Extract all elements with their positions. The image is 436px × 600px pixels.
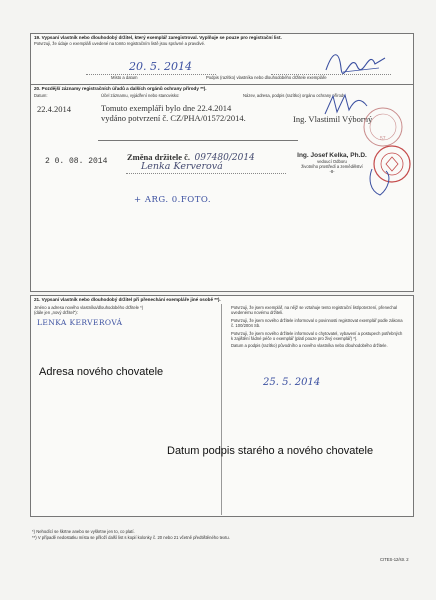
declaration-3: Potvrzuji, že jsem nového držitele informoval o chytovatel, vybavení a postupech potřebných k zajištění řádné péče o exemplář (platí pouze pro živý exemplář) *). xyxy=(231,330,403,342)
new-holder-label-1: Jméno a adresa nového vlastníka/dlouhodobého držitele *) xyxy=(34,305,144,310)
section-19 xyxy=(30,33,414,85)
entry1-line1: Tomuto exempláři bylo dne 22.4.2014 xyxy=(101,103,232,113)
section-20 xyxy=(30,84,414,292)
new-holder-label-2: (dále jen „nový držitel"): xyxy=(34,310,78,315)
entry2-stamp-number: -8- xyxy=(329,169,335,174)
signature-1 xyxy=(321,46,391,78)
section-21 xyxy=(30,295,414,517)
annotation-new-holder-address: Adresa nového chovatele xyxy=(39,366,164,378)
section-21-divider xyxy=(221,304,222,515)
column-date-header: Datum: xyxy=(34,93,48,98)
section-21-title: 21. Vypsaní vlastník nebo dlouhodobý držitel při přenechání exempláře jiné osobě **). xyxy=(34,297,221,302)
entry1-date: 22.4.2014 xyxy=(37,104,71,114)
entry2-official-role1: vedoucí Odboru xyxy=(317,159,347,164)
change-of-holder-number: 097480/2014 xyxy=(194,153,255,163)
entry3-handwritten-note: + ARG. 0.FOTO. xyxy=(134,195,212,205)
section-19-title: 19. Vypsaní vlastník nebo dlouhodobý držitel, který exemplář zaregistroval. Vyplňuje se pouze pro registrační list. xyxy=(34,35,282,40)
signature-3 xyxy=(366,165,396,199)
column-name-header: Název, adresa, podpis (razítko) orgánu ochrany přírody xyxy=(243,93,346,98)
footnote-2: **) V případě nedostatku místa se přiloží další list s kopií kolonky č. 20 nebo 21 včetně předtištěného textu. xyxy=(32,535,230,540)
entry1-official: Ing. Vlastimil Výborný xyxy=(293,114,373,124)
section-21-date-handwritten: 25. 5. 2014 xyxy=(263,377,321,388)
entry1-line2: vydáno potvrzení č. CZ/PHA/01572/2014. xyxy=(101,113,246,123)
column-purpose-header: Účel záznamu, vyjádření nebo stanovisko: xyxy=(101,93,180,98)
new-holder-handwritten: LENKA KERVEROVÁ xyxy=(37,318,123,327)
declaration-4: Datum a podpis (razítko) původního a nového vlastníka nebo dlouhodobého držitele. xyxy=(231,343,388,349)
signature-label: Podpis (razítko) vlastníka nebo dlouhodobého držitele exempláře xyxy=(206,75,327,80)
change-of-holder-label: Změna držitele č. xyxy=(127,152,191,162)
declaration-1: Potvrzuji, že jsem exemplář, na nějž se vztahuje tento registrační list/potvrzení, přenechal uvedenému novému držiteli. xyxy=(231,305,397,316)
annotation-date-signatures: Datum podpis starého a nového chovatele xyxy=(167,445,374,457)
entry2-top-rule xyxy=(98,140,298,141)
declaration-2: Potvrzuji, že jsem nového držitele informoval o povinnosti registrovat exemplář podle zákona č. 100/2004 Sb. xyxy=(231,317,403,329)
new-holder-name-handwritten: Lenka Kerverová xyxy=(141,161,223,172)
declarations xyxy=(231,305,403,349)
place-date-label: Místo a datum xyxy=(111,75,138,80)
entry2-name-line xyxy=(126,173,286,174)
section-19-date-handwritten: 20. 5. 2014 xyxy=(129,60,192,73)
form-identifier: CITES-12/str. 2 xyxy=(380,557,409,562)
entry2-official-role2: životního prostředí a zemědělství xyxy=(301,164,363,169)
entry2-official-block xyxy=(287,152,377,174)
entry2-date: 2 0. 08. 2014 xyxy=(45,157,108,166)
section-20-title: 20. Pozdější záznamy registračních úřadů a dalších orgánů ochrany přírody **). xyxy=(34,86,207,91)
entry2-official-name: Ing. Josef Kelka, Ph.D. xyxy=(297,152,367,159)
svg-text:57: 57 xyxy=(380,136,386,142)
section-19-confirmation: Potvrzuji, že údaje o exempláři uvedené na tomto registračním listě jsou správné a pravdivé. xyxy=(34,41,206,46)
place-date-line xyxy=(86,74,216,75)
footnote-1: *) Nehodící se škrtne anebo se vyškrtne jen to, co platí. xyxy=(32,529,135,534)
